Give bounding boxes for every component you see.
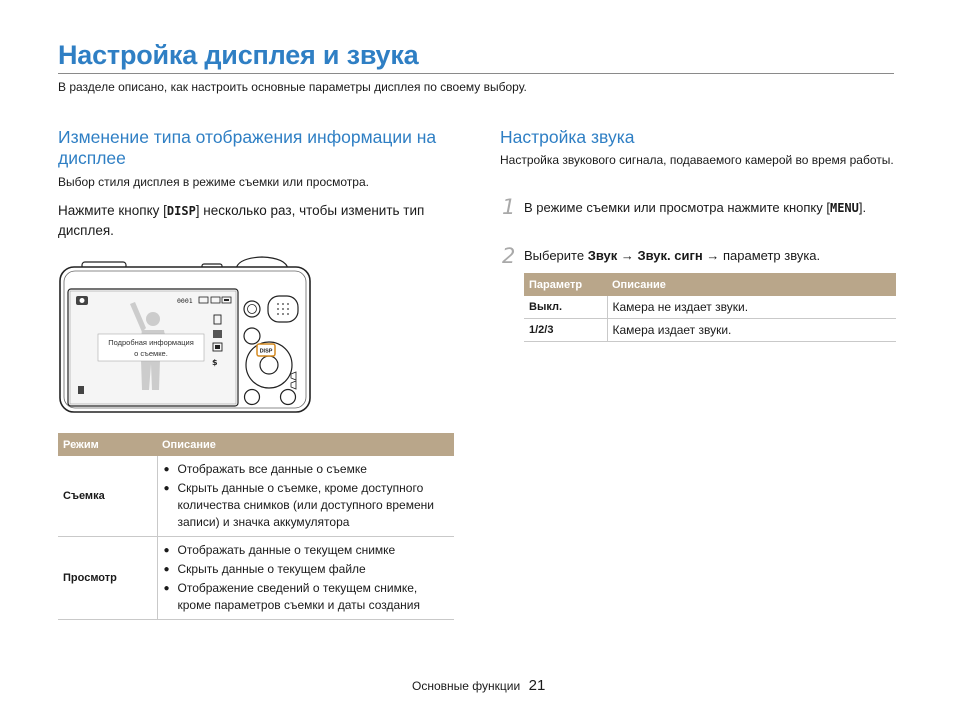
step-1-text: В режиме съемки или просмотра нажмите кнопку [MENU]. [524, 200, 867, 215]
step-2-number: 2 [502, 244, 516, 268]
table-row [58, 537, 454, 620]
title-divider [58, 73, 894, 74]
display-mode-table [58, 433, 454, 620]
list-item: ● Отображение сведений о текущем снимке, кроме параметров съемки и даты создания [163, 580, 450, 614]
disp-button-label: DISP [166, 204, 196, 218]
table-row [524, 319, 896, 342]
list-item: ● Отображать данные о текущем снимке [163, 542, 450, 559]
list-item: ● Скрыть данные о текущем файле [163, 561, 450, 578]
footer [412, 677, 545, 695]
svg-text:$: $ [212, 358, 218, 367]
page-number: 21 [528, 677, 546, 694]
table-header-description: Описание [157, 433, 454, 456]
table-row [58, 456, 454, 537]
table-header-parameter: Параметр [524, 273, 607, 296]
right-section-subtext: Настройка звукового сигнала, подаваемого камерой во время работы. [500, 153, 894, 167]
left-section-heading: Изменение типа отображения информации на дисплее [58, 127, 437, 168]
param-label: 1/2/3 [524, 319, 607, 342]
menu-button-label: MENU [829, 201, 859, 215]
shot-counter: 0001 [177, 297, 193, 305]
camera-callout-line2: о съемке. [134, 349, 168, 358]
table-row [524, 296, 896, 319]
table-header-description: Описание [607, 273, 896, 296]
param-label: Выкл. [524, 296, 607, 319]
page-title: Настройка дисплея и звука [58, 40, 419, 70]
right-section-heading: Настройка звука [500, 127, 635, 147]
param-description: Камера не издает звуки. [607, 296, 896, 319]
camera-callout-line1: Подробная информация [108, 338, 194, 347]
footer-section-label: Основные функции [412, 679, 521, 693]
step-2-text: Выберите Звук → Звук. сигн → параметр звука. [524, 248, 821, 263]
mode-label: Съемка [58, 456, 157, 537]
param-description: Камера издает звуки. [607, 319, 896, 342]
left-instruction: Нажмите кнопку [DISP] несколько раз, чтобы изменить тип дисплея. [58, 203, 425, 238]
camera-disp-label: DISP [259, 348, 273, 355]
step-1-number: 1 [502, 195, 516, 219]
sound-settings-table [524, 273, 896, 342]
camera-illustration [56, 252, 316, 420]
page-intro: В разделе описано, как настроить основные параметры дисплея по своему выбору. [58, 80, 527, 94]
list-item: ● Скрыть данные о съемке, кроме доступного количества снимков (или доступного времени записи) и значка аккумулятора [163, 480, 450, 531]
left-section-subtext: Выбор стиля дисплея в режиме съемки или просмотра. [58, 175, 369, 189]
mode-label: Просмотр [58, 537, 157, 620]
table-header-mode: Режим [58, 433, 157, 456]
list-item: ● Отображать все данные о съемке [163, 461, 450, 478]
